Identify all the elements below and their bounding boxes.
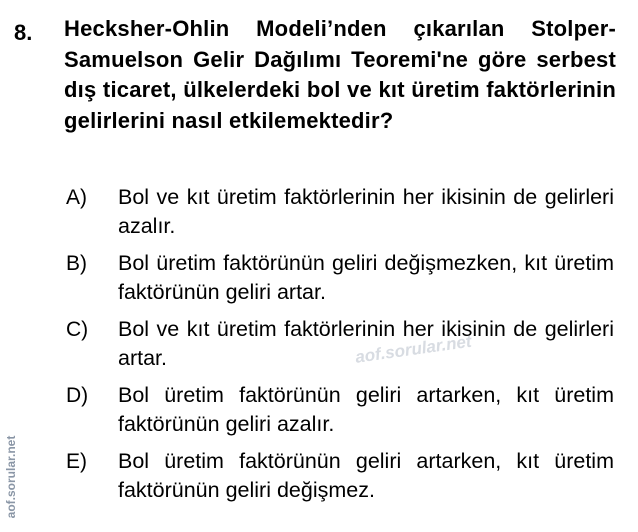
option-text: Bol ve kıt üretim faktörlerinin her ikisinin de gelirleri azalır. [118, 185, 614, 238]
option-letter: C) [66, 318, 89, 341]
option-a[interactable] [66, 183, 614, 241]
option-letter: D) [66, 384, 89, 407]
option-c[interactable] [66, 315, 614, 373]
watermark-center: aof.sorular.net [354, 331, 473, 367]
answer-options [66, 183, 614, 513]
option-text: Bol üretim faktörünün geliri değişmezken, kıt üretim faktörünün geliri artar. [118, 251, 614, 304]
option-b[interactable] [66, 249, 614, 307]
question-number: 8. [14, 20, 33, 45]
option-letter: A) [66, 186, 87, 209]
option-text: Bol ve kıt üretim faktörlerinin her ikisinin de gelirleri artar. [118, 317, 614, 370]
option-text: Bol üretim faktörünün geliri artarken, kıt üretim faktörünün geliri azalır. [118, 383, 614, 436]
option-letter: E) [66, 450, 87, 473]
option-e[interactable] [66, 447, 614, 505]
question-block [14, 14, 616, 136]
watermark-side: aof.sorular.net [4, 435, 18, 519]
option-d[interactable] [66, 381, 614, 439]
question-text: Hecksher-Ohlin Modeli’nden çıkarılan Stolper-Samuelson Gelir Dağılımı Teoremi'ne göre serbest dış ticaret, ülkelerdeki bol ve kıt üretim faktörlerinin gelirlerini nasıl etkilemektedir? [64, 16, 616, 133]
option-text: Bol üretim faktörünün geliri artarken, kıt üretim faktörünün geliri değişmez. [118, 449, 614, 502]
option-letter: B) [66, 252, 87, 275]
